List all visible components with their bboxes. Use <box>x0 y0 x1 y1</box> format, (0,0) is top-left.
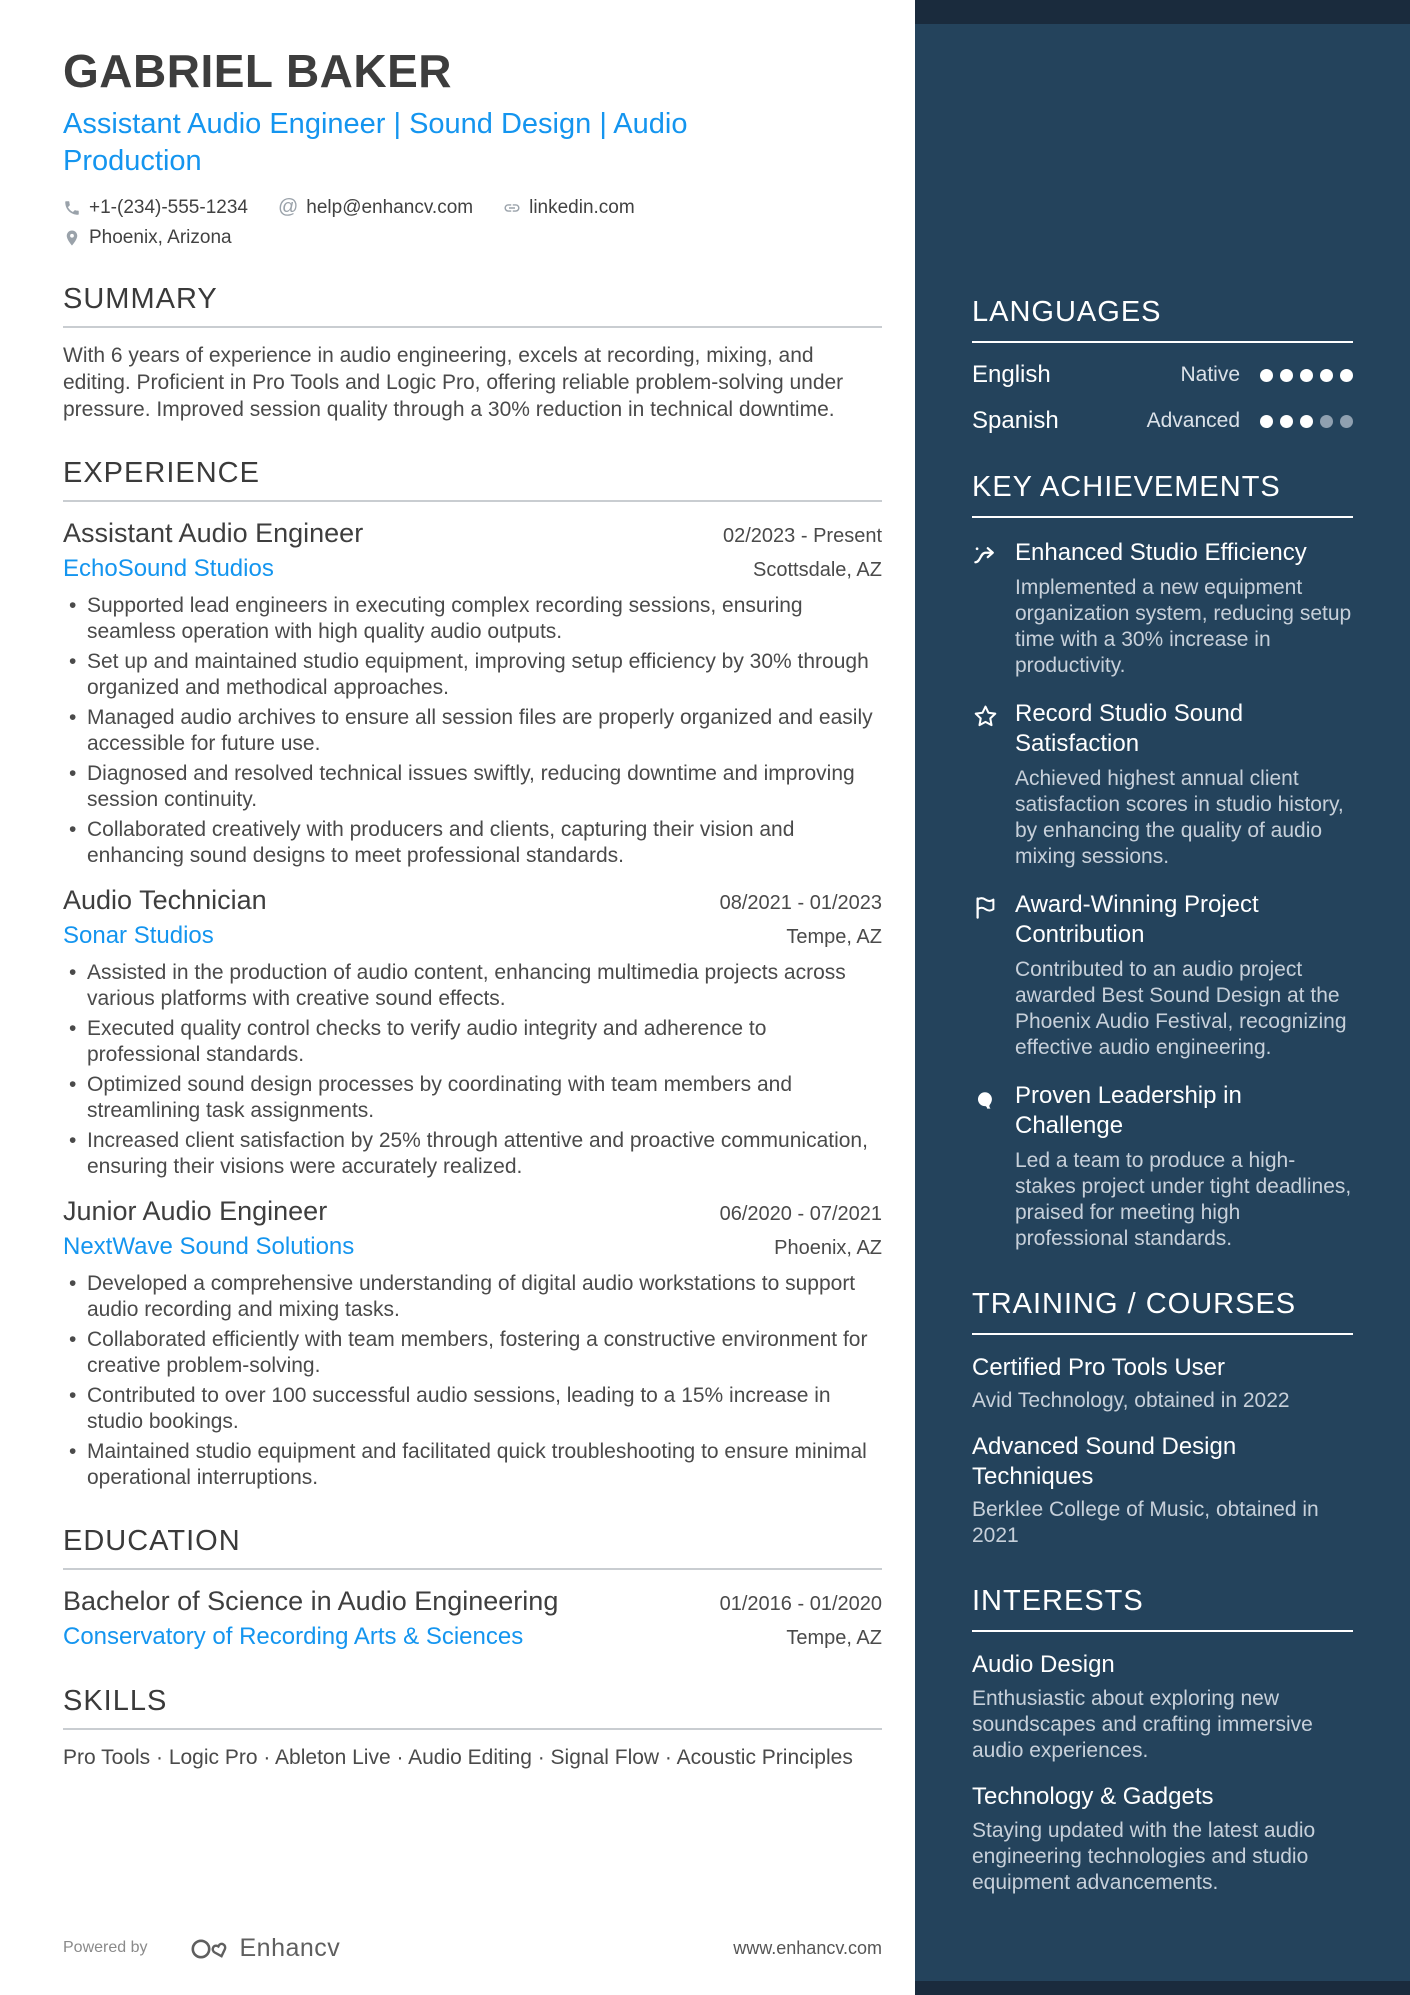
location-contact <box>63 227 232 249</box>
section-divider <box>63 500 882 502</box>
course-item <box>972 1353 1353 1414</box>
job-entry-1 <box>63 518 882 869</box>
interest-item <box>972 1650 1353 1764</box>
education-heading: EDUCATION <box>63 1525 241 1557</box>
education-date: 01/2016 - 01/2020 <box>719 1593 882 1615</box>
school-name: Conservatory of Recording Arts & Sciences <box>63 1623 524 1650</box>
email-address[interactable]: help@enhancv.com <box>306 196 474 218</box>
achievement-title: Award-Winning Project Contribution <box>1015 891 1259 948</box>
level-dot-filled <box>1280 369 1293 382</box>
language-level: Native <box>1180 363 1240 386</box>
achievement-title: Record Studio Sound Satisfaction <box>1015 700 1244 757</box>
level-dot-filled <box>1300 415 1313 428</box>
summary-heading: SUMMARY <box>63 283 218 315</box>
job-bullet: • Set up and maintained studio equipment, improving setup efficiency by 30% through organized and methodical approaches. <box>63 649 882 701</box>
achievement-item <box>972 890 1353 1061</box>
flag-icon <box>972 894 999 921</box>
skills-section <box>63 1685 882 1770</box>
achievement-text: Implemented a new equipment organization system, reducing setup time with a 30% increase in productivity. <box>1015 576 1352 677</box>
summary-text: With 6 years of experience in audio engineering, excels at recording, mixing, and editing. Proficient in Pro Tools and Logic Pro, offering reliable problem-solving under pressure. Improved session quality through a 30% reduction in technical downtime. <box>63 344 844 421</box>
level-dot-filled <box>1320 369 1333 382</box>
training-heading: TRAINING / COURSES <box>972 1288 1353 1335</box>
job-bullet: • Optimized sound design processes by coordinating with team members and streamlining task assignments. <box>63 1072 882 1124</box>
level-dot-empty <box>1340 415 1353 428</box>
job-bullet: • Executed quality control checks to verify audio integrity and adherence to professional standards. <box>63 1016 882 1068</box>
contact-info <box>63 196 882 249</box>
experience-heading: EXPERIENCE <box>63 457 260 489</box>
job-date: 06/2020 - 07/2021 <box>719 1203 882 1225</box>
job-bullet: • Diagnosed and resolved technical issues swiftly, reducing downtime and improving session continuity. <box>63 761 882 813</box>
powered-by-label: Powered by <box>63 1939 148 1956</box>
course-title: Certified Pro Tools User <box>972 1354 1225 1381</box>
trending-arrow-icon <box>972 542 999 569</box>
job-company: EchoSound Studios <box>63 555 274 582</box>
degree-title: Bachelor of Science in Audio Engineering <box>63 1586 559 1616</box>
section-divider <box>63 1728 882 1730</box>
interest-title: Technology & Gadgets <box>972 1783 1214 1810</box>
job-bullet: • Supported lead engineers in executing complex recording sessions, ensuring seamless operation with high quality audio outputs. <box>63 593 882 645</box>
job-bullet: • Increased client satisfaction by 25% through attentive and proactive communication, ensuring their visions were accurately realized. <box>63 1128 882 1180</box>
job-bullet: • Collaborated creatively with producers and clients, capturing their vision and enhancing sound designs to meet professional standards. <box>63 817 882 869</box>
language-name: English <box>972 361 1051 388</box>
linkedin-link[interactable]: linkedin.com <box>529 196 635 218</box>
education-section <box>63 1525 882 1651</box>
contact-row-2 <box>63 227 882 249</box>
head-icon <box>972 1085 999 1112</box>
achievement-item <box>972 699 1353 870</box>
star-icon <box>972 703 999 730</box>
interests-heading: INTERESTS <box>972 1585 1353 1632</box>
achievements-heading: KEY ACHIEVEMENTS <box>972 471 1353 518</box>
level-dot-filled <box>1300 369 1313 382</box>
level-dot-filled <box>1260 415 1273 428</box>
job-bullet: • Managed audio archives to ensure all session files are properly organized and easily accessible for future use. <box>63 705 882 757</box>
job-company: NextWave Sound Solutions <box>63 1233 355 1260</box>
job-location: Tempe, AZ <box>786 926 882 948</box>
achievement-item <box>972 538 1353 679</box>
at-icon: @ <box>277 196 299 218</box>
language-level-dots <box>1260 415 1353 428</box>
job-entry-2 <box>63 885 882 1180</box>
phone-contact <box>63 197 248 219</box>
achievement-text: Contributed to an audio project awarded Best Sound Design at the Phoenix Audio Festival, recognizing effective audio engineering. <box>1015 958 1347 1059</box>
level-dot-empty <box>1320 415 1333 428</box>
summary-section <box>63 283 882 423</box>
training-section <box>972 1288 1353 1549</box>
contact-row-1 <box>63 196 882 219</box>
language-row <box>972 407 1353 435</box>
section-divider <box>63 326 882 328</box>
job-title: Audio Technician <box>63 885 267 915</box>
brand-name: Enhancv <box>239 1933 341 1962</box>
skills-list: Pro Tools · Logic Pro · Ableton Live · Audio Editing · Signal Flow · Acoustic Principles <box>63 1746 853 1769</box>
experience-section <box>63 457 882 1491</box>
website-link[interactable]: www.enhancv.com <box>733 1937 882 1958</box>
link-icon <box>503 199 521 217</box>
achievement-item <box>972 1081 1353 1252</box>
job-bullets <box>63 1271 882 1491</box>
achievement-title: Proven Leadership in Challenge <box>1015 1082 1242 1139</box>
page-footer <box>63 1933 882 1963</box>
interest-text: Staying updated with the latest audio engineering technologies and studio equipment advancements. <box>972 1819 1316 1894</box>
email-contact[interactable] <box>278 196 473 219</box>
level-dot-filled <box>1340 369 1353 382</box>
achievement-title: Enhanced Studio Efficiency <box>1015 539 1307 566</box>
course-provider: Berklee College of Music, obtained in 2021 <box>972 1498 1319 1547</box>
achievement-text: Led a team to produce a high-stakes project under tight deadlines, praised for meeting high professional standards. <box>1015 1149 1352 1250</box>
achievement-text: Achieved highest annual client satisfaction scores in studio history, by enhancing the quality of audio mixing sessions. <box>1015 767 1344 868</box>
interests-section <box>972 1585 1353 1896</box>
interest-title: Audio Design <box>972 1651 1115 1678</box>
job-bullet: • Contributed to over 100 successful audio sessions, leading to a 15% increase in studio bookings. <box>63 1383 882 1435</box>
phone-icon <box>63 199 81 217</box>
job-bullet: • Maintained studio equipment and facilitated quick troubleshooting to ensure minimal operational interruptions. <box>63 1439 882 1491</box>
enhancv-logo-icon <box>190 1933 230 1963</box>
education-location: Tempe, AZ <box>786 1627 882 1649</box>
course-title: Advanced Sound Design Techniques <box>972 1433 1237 1490</box>
level-dot-filled <box>1280 415 1293 428</box>
job-entry-3 <box>63 1196 882 1491</box>
skills-heading: SKILLS <box>63 1685 168 1717</box>
job-location: Scottsdale, AZ <box>753 559 882 581</box>
location-pin-icon <box>63 229 81 247</box>
job-bullet: • Developed a comprehensive understanding of digital audio workstations to support audio recording and mixing tasks. <box>63 1271 882 1323</box>
languages-section <box>972 296 1353 435</box>
interest-text: Enthusiastic about exploring new soundscapes and crafting immersive audio experiences. <box>972 1687 1313 1762</box>
education-entry <box>63 1586 882 1651</box>
achievements-section <box>972 471 1353 1252</box>
level-dot-filled <box>1260 369 1273 382</box>
course-provider: Avid Technology, obtained in 2022 <box>972 1389 1290 1412</box>
interest-item <box>972 1782 1353 1896</box>
phone-number: +1-(234)-555-1234 <box>89 196 248 218</box>
course-item <box>972 1432 1353 1549</box>
link-contact[interactable] <box>503 197 635 219</box>
job-title: Assistant Audio Engineer <box>63 518 364 548</box>
job-bullet: • Collaborated efficiently with team members, fostering a constructive environment for creative problem-solving. <box>63 1327 882 1379</box>
section-divider <box>63 1568 882 1570</box>
job-bullets <box>63 593 882 869</box>
language-name: Spanish <box>972 407 1059 434</box>
sidebar <box>915 0 1410 1995</box>
candidate-name: GABRIEL BAKER <box>63 45 453 97</box>
location-text: Phoenix, Arizona <box>89 227 232 248</box>
job-date: 08/2021 - 01/2023 <box>719 892 882 914</box>
job-title: Junior Audio Engineer <box>63 1196 328 1226</box>
candidate-headline: Assistant Audio Engineer | Sound Design | Audio Production <box>63 108 688 177</box>
job-location: Phoenix, AZ <box>774 1237 882 1259</box>
language-level-dots <box>1260 369 1353 382</box>
language-row <box>972 361 1353 389</box>
job-company: Sonar Studios <box>63 922 214 949</box>
language-level: Advanced <box>1146 409 1240 432</box>
job-date: 02/2023 - Present <box>723 525 882 547</box>
job-bullets <box>63 960 882 1180</box>
languages-heading: LANGUAGES <box>972 296 1353 343</box>
enhancv-logo <box>190 1933 341 1963</box>
job-bullet: • Assisted in the production of audio content, enhancing multimedia projects across various platforms with creative sound effects. <box>63 960 882 1012</box>
